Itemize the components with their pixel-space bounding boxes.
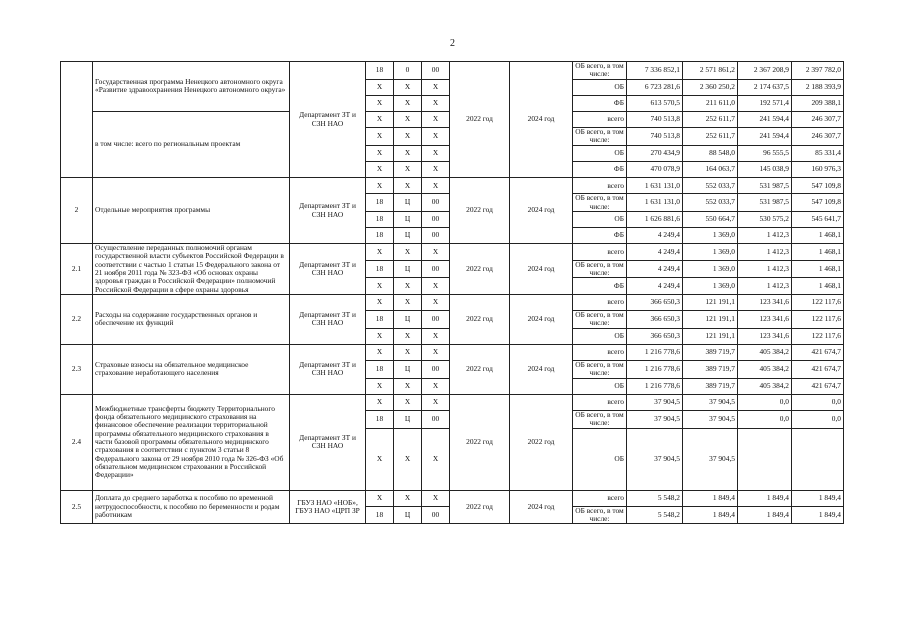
- page-number: 2: [450, 38, 455, 49]
- funding-source-cell: ОБ всего, в том числе:: [573, 361, 627, 379]
- budget-table: [60, 61, 844, 524]
- value-2022-cell: 252 611,7: [683, 111, 738, 127]
- total-value-cell: 4 249,4: [627, 228, 683, 244]
- code-cell: X: [422, 278, 450, 294]
- code-cell: X: [366, 344, 394, 360]
- code-cell: X: [422, 95, 450, 111]
- value-2022-cell: 37 904,5: [683, 394, 738, 410]
- value-2022-cell: 164 063,7: [683, 161, 738, 177]
- code-cell: X: [422, 394, 450, 410]
- value-2024-cell: 547 109,8: [792, 178, 844, 194]
- code-cell: X: [366, 394, 394, 410]
- code-cell: X: [394, 278, 422, 294]
- value-2023-cell: 123 341,6: [738, 311, 792, 329]
- value-2024-cell: 0,0: [792, 410, 844, 428]
- value-2023-cell: 1 412,3: [738, 278, 792, 294]
- value-2024-cell: 1 849,4: [792, 506, 844, 524]
- value-2023-cell: 530 575,2: [738, 211, 792, 227]
- total-value-cell: 740 513,8: [627, 128, 683, 146]
- total-value-cell: 1 631 131,0: [627, 178, 683, 194]
- code-cell: X: [394, 328, 422, 344]
- total-value-cell: 6 723 281,6: [627, 79, 683, 95]
- start-year-cell: 2022 год: [450, 294, 510, 344]
- code-cell: X: [366, 111, 394, 127]
- value-2023-cell: 241 594,4: [738, 128, 792, 146]
- code-cell: X: [422, 244, 450, 260]
- code-cell: 00: [422, 260, 450, 278]
- code-cell: X: [422, 161, 450, 177]
- value-2023-cell: 2 174 637,5: [738, 79, 792, 95]
- total-value-cell: 5 548,2: [627, 506, 683, 524]
- total-value-cell: 1 631 131,0: [627, 194, 683, 212]
- code-cell: X: [394, 490, 422, 506]
- code-cell: X: [366, 161, 394, 177]
- code-cell: 18: [366, 506, 394, 524]
- row-number-cell: 2.5: [61, 490, 93, 524]
- end-year-cell: 2022 год: [510, 394, 573, 490]
- code-cell: Ц: [394, 260, 422, 278]
- code-cell: X: [394, 378, 422, 394]
- total-value-cell: 366 650,3: [627, 328, 683, 344]
- value-2023-cell: 192 571,4: [738, 95, 792, 111]
- code-cell: 18: [366, 410, 394, 428]
- value-2024-cell: 122 117,6: [792, 311, 844, 329]
- department-cell: Департамент ЗТ и СЗН НАО: [290, 294, 366, 344]
- code-cell: X: [422, 111, 450, 127]
- code-cell: X: [394, 161, 422, 177]
- value-2024-cell: 85 331,4: [792, 145, 844, 161]
- table-row: [61, 490, 844, 506]
- row-name-cell: Осуществление переданных полномочий органам государственной власти субъектов Российской Федерации в соответствии с частью 1 статьи 15 Федерального закона от 21 ноября 2011 года № 323-ФЗ «Об основах охраны здоровья граждан в Российской Федерации» полномочий Российской Федерации в сфере охраны здоровья: [93, 244, 290, 295]
- value-2022-cell: 121 191,1: [683, 311, 738, 329]
- code-cell: X: [366, 490, 394, 506]
- total-value-cell: 1 626 881,6: [627, 211, 683, 227]
- total-value-cell: 4 249,4: [627, 260, 683, 278]
- funding-source-cell: ОБ всего, в том числе:: [573, 260, 627, 278]
- funding-source-cell: ОБ: [573, 378, 627, 394]
- value-2022-cell: 1 849,4: [683, 506, 738, 524]
- department-cell: Департамент ЗТ и СЗН НАО: [290, 394, 366, 490]
- value-2023-cell: 96 555,5: [738, 145, 792, 161]
- end-year-cell: 2024 год: [510, 62, 573, 178]
- value-2022-cell: 389 719,7: [683, 361, 738, 379]
- department-cell: ГБУЗ НАО «НОБ», ГБУЗ НАО «ЦРП ЗР: [290, 490, 366, 524]
- funding-source-cell: ОБ всего, в том числе:: [573, 506, 627, 524]
- code-cell: X: [366, 428, 394, 490]
- value-2023-cell: 405 384,2: [738, 378, 792, 394]
- value-2024-cell: 2 397 782,0: [792, 62, 844, 80]
- code-cell: 00: [422, 228, 450, 244]
- code-cell: 00: [422, 311, 450, 329]
- table-row: [61, 244, 844, 260]
- code-cell: X: [422, 428, 450, 490]
- value-2024-cell: 246 307,7: [792, 128, 844, 146]
- code-cell: X: [394, 428, 422, 490]
- code-cell: Ц: [394, 311, 422, 329]
- table-row: [61, 394, 844, 410]
- row-name-cell: Отдельные мероприятия программы: [93, 178, 290, 244]
- funding-source-cell: всего: [573, 394, 627, 410]
- value-2024-cell: 122 117,6: [792, 328, 844, 344]
- total-value-cell: 613 570,5: [627, 95, 683, 111]
- funding-source-cell: ОБ всего, в том числе:: [573, 311, 627, 329]
- code-cell: X: [422, 490, 450, 506]
- code-cell: X: [366, 178, 394, 194]
- funding-source-cell: ФБ: [573, 161, 627, 177]
- value-2022-cell: 252 611,7: [683, 128, 738, 146]
- department-cell: Департамент ЗТ и СЗН НАО: [290, 178, 366, 244]
- value-2022-cell: 121 191,1: [683, 294, 738, 310]
- start-year-cell: 2022 год: [450, 490, 510, 524]
- value-2023-cell: 123 341,6: [738, 294, 792, 310]
- funding-source-cell: ОБ всего, в том числе:: [573, 62, 627, 80]
- row-number-cell: [61, 62, 93, 178]
- total-value-cell: 1 216 778,6: [627, 361, 683, 379]
- table-row: [61, 178, 844, 194]
- code-cell: X: [366, 145, 394, 161]
- code-cell: X: [366, 328, 394, 344]
- total-value-cell: 470 078,9: [627, 161, 683, 177]
- funding-source-cell: всего: [573, 490, 627, 506]
- value-2023-cell: 1 849,4: [738, 490, 792, 506]
- row-name-cell: Государственная программа Ненецкого автономного округа «Развитие здравоохранения Ненецкого автономного округа»: [93, 62, 290, 112]
- code-cell: X: [366, 95, 394, 111]
- funding-source-cell: всего: [573, 294, 627, 310]
- code-cell: X: [394, 394, 422, 410]
- row-name-cell: Доплата до среднего заработка к пособию по временной нетрудоспособности, к пособию по беременности и родам работникам: [93, 490, 290, 524]
- row-number-cell: 2.1: [61, 244, 93, 295]
- value-2022-cell: 1 849,4: [683, 490, 738, 506]
- department-cell: Департамент ЗТ и СЗН НАО: [290, 62, 366, 178]
- total-value-cell: 4 249,4: [627, 278, 683, 294]
- code-cell: Ц: [394, 361, 422, 379]
- total-value-cell: 740 513,8: [627, 111, 683, 127]
- row-number-cell: 2.2: [61, 294, 93, 344]
- code-cell: X: [366, 378, 394, 394]
- code-cell: X: [394, 145, 422, 161]
- funding-source-cell: ФБ: [573, 95, 627, 111]
- funding-source-cell: всего: [573, 244, 627, 260]
- value-2023-cell: 1 412,3: [738, 244, 792, 260]
- code-cell: Ц: [394, 211, 422, 227]
- code-cell: X: [422, 178, 450, 194]
- total-value-cell: 7 336 852,1: [627, 62, 683, 80]
- funding-source-cell: ОБ всего, в том числе:: [573, 194, 627, 212]
- code-cell: 00: [422, 506, 450, 524]
- funding-source-cell: ФБ: [573, 228, 627, 244]
- value-2024-cell: 545 641,7: [792, 211, 844, 227]
- code-cell: 18: [366, 194, 394, 212]
- code-cell: X: [366, 294, 394, 310]
- row-number-cell: 2.3: [61, 344, 93, 394]
- code-cell: X: [422, 328, 450, 344]
- code-cell: X: [422, 128, 450, 146]
- code-cell: X: [422, 145, 450, 161]
- value-2023-cell: 241 594,4: [738, 111, 792, 127]
- total-value-cell: 4 249,4: [627, 244, 683, 260]
- code-cell: X: [394, 344, 422, 360]
- row-name-cell: Страховые взносы на обязательное медицинское страхование неработающего населения: [93, 344, 290, 394]
- value-2024-cell: 0,0: [792, 394, 844, 410]
- code-cell: X: [422, 378, 450, 394]
- total-value-cell: 366 650,3: [627, 311, 683, 329]
- start-year-cell: 2022 год: [450, 244, 510, 295]
- row-name-cell: Расходы на содержание государственных органов и обеспечение их функций: [93, 294, 290, 344]
- end-year-cell: 2024 год: [510, 178, 573, 244]
- total-value-cell: 5 548,2: [627, 490, 683, 506]
- total-value-cell: 366 650,3: [627, 294, 683, 310]
- code-cell: 18: [366, 311, 394, 329]
- value-2024-cell: 547 109,8: [792, 194, 844, 212]
- funding-source-cell: ОБ: [573, 211, 627, 227]
- value-2023-cell: 145 038,9: [738, 161, 792, 177]
- value-2024-cell: [792, 428, 844, 490]
- value-2022-cell: 1 369,0: [683, 260, 738, 278]
- code-cell: 00: [422, 62, 450, 80]
- code-cell: X: [366, 244, 394, 260]
- value-2024-cell: 421 674,7: [792, 361, 844, 379]
- end-year-cell: 2024 год: [510, 294, 573, 344]
- code-cell: Ц: [394, 506, 422, 524]
- total-value-cell: 270 434,9: [627, 145, 683, 161]
- value-2022-cell: 389 719,7: [683, 344, 738, 360]
- value-2024-cell: 1 468,1: [792, 244, 844, 260]
- code-cell: 00: [422, 194, 450, 212]
- value-2024-cell: 2 188 393,9: [792, 79, 844, 95]
- table-row: [61, 62, 844, 80]
- code-cell: Ц: [394, 194, 422, 212]
- total-value-cell: 37 904,5: [627, 394, 683, 410]
- value-2023-cell: 0,0: [738, 410, 792, 428]
- value-2024-cell: 1 468,1: [792, 260, 844, 278]
- value-2023-cell: 0,0: [738, 394, 792, 410]
- code-cell: X: [394, 95, 422, 111]
- funding-source-cell: ОБ: [573, 428, 627, 490]
- value-2022-cell: 121 191,1: [683, 328, 738, 344]
- value-2022-cell: 550 664,7: [683, 211, 738, 227]
- code-cell: 18: [366, 211, 394, 227]
- value-2022-cell: 1 369,0: [683, 228, 738, 244]
- funding-source-cell: всего: [573, 111, 627, 127]
- code-cell: X: [394, 294, 422, 310]
- end-year-cell: 2024 год: [510, 490, 573, 524]
- value-2023-cell: 531 987,5: [738, 178, 792, 194]
- value-2024-cell: 421 674,7: [792, 378, 844, 394]
- department-cell: Департамент ЗТ и СЗН НАО: [290, 244, 366, 295]
- end-year-cell: 2024 год: [510, 244, 573, 295]
- code-cell: X: [394, 244, 422, 260]
- value-2022-cell: 552 033,7: [683, 194, 738, 212]
- funding-source-cell: ОБ: [573, 79, 627, 95]
- row-number-cell: 2: [61, 178, 93, 244]
- row-number-cell: 2.4: [61, 394, 93, 490]
- total-value-cell: 37 904,5: [627, 428, 683, 490]
- value-2023-cell: 405 384,2: [738, 361, 792, 379]
- value-2022-cell: 88 548,0: [683, 145, 738, 161]
- value-2022-cell: 37 904,5: [683, 410, 738, 428]
- value-2023-cell: 1 412,3: [738, 260, 792, 278]
- code-cell: 18: [366, 260, 394, 278]
- value-2024-cell: 122 117,6: [792, 294, 844, 310]
- code-cell: 0: [394, 62, 422, 80]
- code-cell: 00: [422, 410, 450, 428]
- code-cell: X: [422, 344, 450, 360]
- value-2024-cell: 209 388,1: [792, 95, 844, 111]
- code-cell: X: [394, 128, 422, 146]
- value-2023-cell: 405 384,2: [738, 344, 792, 360]
- code-cell: 18: [366, 62, 394, 80]
- code-cell: X: [394, 79, 422, 95]
- start-year-cell: 2022 год: [450, 178, 510, 244]
- value-2022-cell: 2 571 861,2: [683, 62, 738, 80]
- value-2022-cell: 2 360 250,2: [683, 79, 738, 95]
- row-name-cell: в том числе: всего по региональным проектам: [93, 111, 290, 177]
- value-2024-cell: 421 674,7: [792, 344, 844, 360]
- funding-source-cell: всего: [573, 178, 627, 194]
- value-2022-cell: 1 369,0: [683, 244, 738, 260]
- department-cell: Департамент ЗТ и СЗН НАО: [290, 344, 366, 394]
- total-value-cell: 37 904,5: [627, 410, 683, 428]
- value-2022-cell: 211 611,0: [683, 95, 738, 111]
- value-2023-cell: 123 341,6: [738, 328, 792, 344]
- funding-source-cell: ОБ: [573, 328, 627, 344]
- value-2023-cell: 1 849,4: [738, 506, 792, 524]
- funding-source-cell: ФБ: [573, 278, 627, 294]
- start-year-cell: 2022 год: [450, 344, 510, 394]
- code-cell: X: [366, 278, 394, 294]
- start-year-cell: 2022 год: [450, 394, 510, 490]
- code-cell: 00: [422, 361, 450, 379]
- value-2022-cell: 389 719,7: [683, 378, 738, 394]
- value-2023-cell: 531 987,5: [738, 194, 792, 212]
- total-value-cell: 1 216 778,6: [627, 378, 683, 394]
- start-year-cell: 2022 год: [450, 62, 510, 178]
- code-cell: 18: [366, 228, 394, 244]
- funding-source-cell: всего: [573, 344, 627, 360]
- value-2022-cell: 552 033,7: [683, 178, 738, 194]
- funding-source-cell: ОБ всего, в том числе:: [573, 410, 627, 428]
- code-cell: 00: [422, 211, 450, 227]
- value-2023-cell: [738, 428, 792, 490]
- code-cell: Ц: [394, 228, 422, 244]
- code-cell: Ц: [394, 410, 422, 428]
- value-2023-cell: 1 412,3: [738, 228, 792, 244]
- value-2022-cell: 1 369,0: [683, 278, 738, 294]
- value-2024-cell: 160 976,3: [792, 161, 844, 177]
- value-2024-cell: 246 307,7: [792, 111, 844, 127]
- total-value-cell: 1 216 778,6: [627, 344, 683, 360]
- value-2023-cell: 2 367 208,9: [738, 62, 792, 80]
- table-row: [61, 344, 844, 360]
- code-cell: X: [394, 111, 422, 127]
- value-2024-cell: 1 468,1: [792, 278, 844, 294]
- end-year-cell: 2024 год: [510, 344, 573, 394]
- value-2024-cell: 1 849,4: [792, 490, 844, 506]
- code-cell: X: [422, 79, 450, 95]
- code-cell: X: [366, 128, 394, 146]
- code-cell: X: [422, 294, 450, 310]
- code-cell: X: [394, 178, 422, 194]
- row-name-cell: Межбюджетные трансферты бюджету Территориального фонда обязательного медицинского страхования на финансовое обеспечение реализации территориальной программы обязательного медицинского страхования в части базовой программы обязательного медицинского страхования в соответствии с пунктом 3 статьи 8 Федерального закона от 29 ноября 2010 года № 326-ФЗ «Об обязательном медицинском страховании в Российской Федерации»: [93, 394, 290, 490]
- table-row: [61, 294, 844, 310]
- code-cell: X: [366, 79, 394, 95]
- value-2024-cell: 1 468,1: [792, 228, 844, 244]
- code-cell: 18: [366, 361, 394, 379]
- funding-source-cell: ОБ: [573, 145, 627, 161]
- value-2022-cell: 37 904,5: [683, 428, 738, 490]
- funding-source-cell: ОБ всего, в том числе:: [573, 128, 627, 146]
